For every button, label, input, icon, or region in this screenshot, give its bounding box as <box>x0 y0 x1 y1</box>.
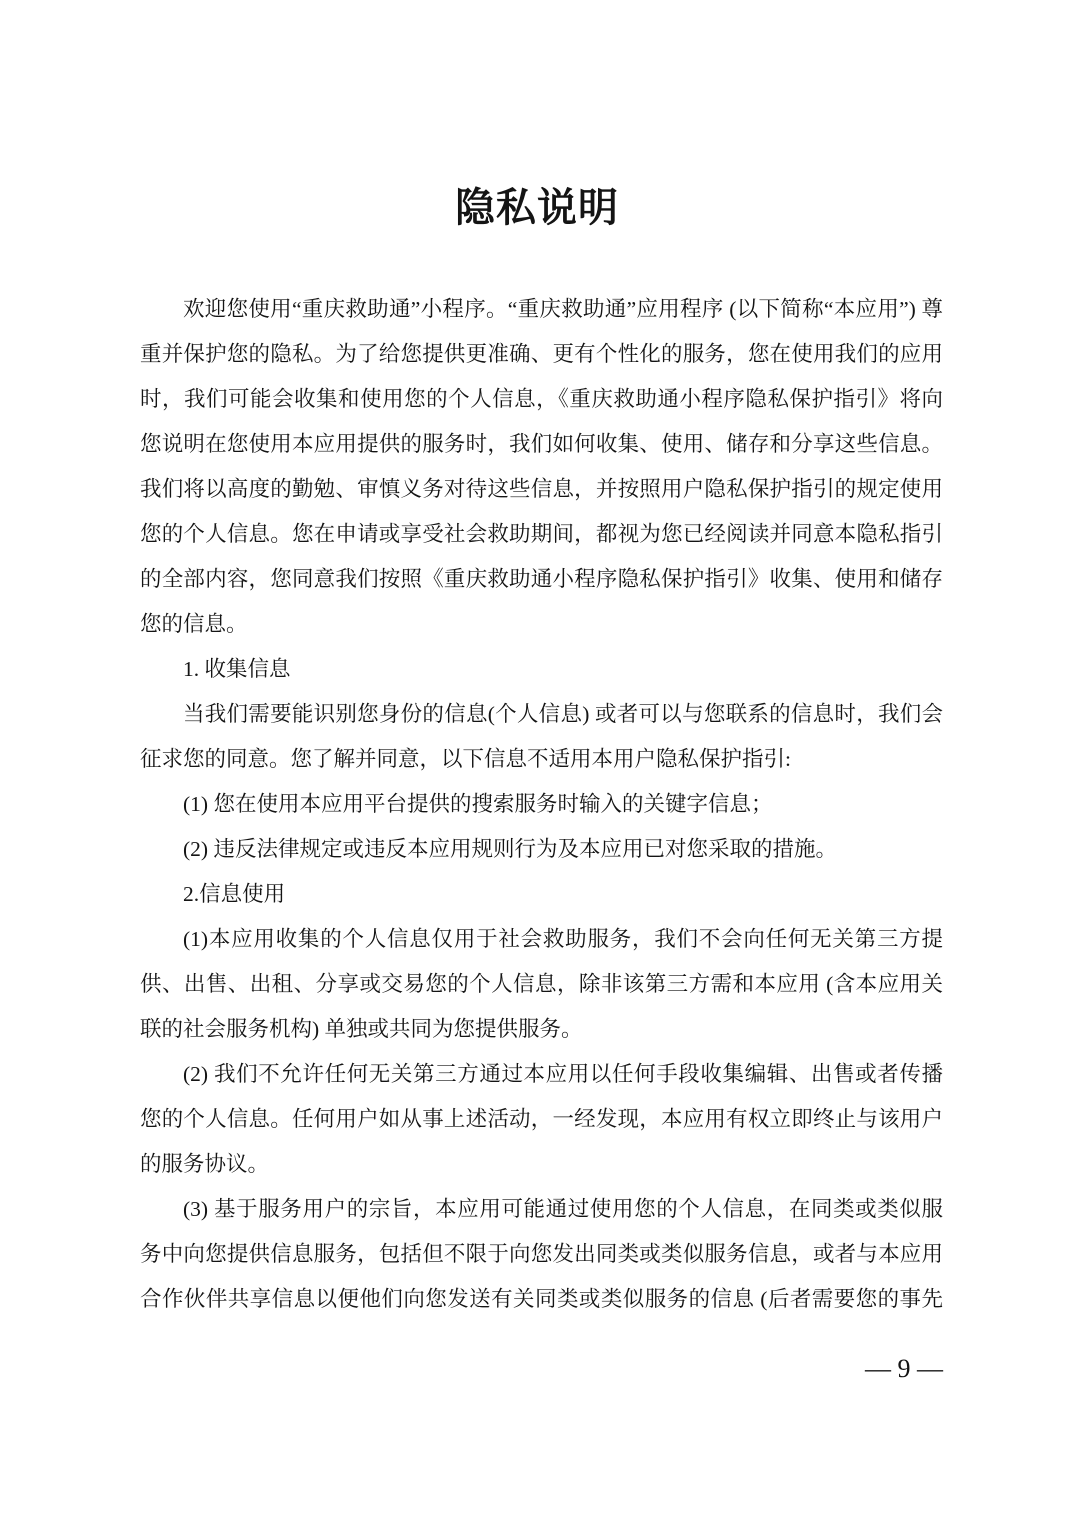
text-line: 您的个人信息。任何用户如从事上述活动，一经发现，本应用有权立即终止与该用户 <box>140 1107 943 1131</box>
text-line: 您的个人信息。您在申请或享受社会救助期间，都视为您已经阅读并同意本隐私指引 <box>140 522 943 546</box>
page-number: — 9 — <box>865 1354 943 1383</box>
text-line: 当我们需要能识别您身份的信息(个人信息) 或者可以与您联系的信息时，我们会 <box>183 702 943 726</box>
text-line: 务中向您提供信息服务，包括但不限于向您发出同类或类似服务信息，或者与本应用 <box>140 1242 943 1266</box>
text-line: 您说明在您使用本应用提供的服务时，我们如何收集、使用、储存和分享这些信息。 <box>140 432 943 456</box>
text-line: (2) 违反法律规定或违反本应用规则行为及本应用已对您采取的措施。 <box>183 837 837 861</box>
document-body <box>140 287 943 1322</box>
text-line: 您的信息。 <box>140 612 248 636</box>
text-line: 1. 收集信息 <box>183 657 291 681</box>
text-line: 的服务协议。 <box>140 1152 270 1176</box>
text-line: 2.信息使用 <box>183 882 286 906</box>
text-line: 我们将以高度的勤勉、审慎义务对待这些信息，并按照用户隐私保护指引的规定使用 <box>140 477 943 501</box>
text-line: (2) 我们不允许任何无关第三方通过本应用以任何手段收集编辑、出售或者传播 <box>183 1062 943 1086</box>
text-line: 时，我们可能会收集和使用您的个人信息，《重庆救助通小程序隐私保护指引》将向 <box>140 387 943 411</box>
text-line: 重并保护您的隐私。为了给您提供更准确、更有个性化的服务，您在使用我们的应用 <box>140 342 943 366</box>
text-line: 欢迎您使用“重庆救助通”小程序。“重庆救助通”应用程序 (以下简称“本应用”) 尊 <box>183 297 943 321</box>
page-title: 隐私说明 <box>455 185 619 230</box>
text-line: 征求您的同意。您了解并同意，以下信息不适用本用户隐私保护指引: <box>140 747 791 771</box>
text-line: (1) 您在使用本应用平台提供的搜索服务时输入的关键字信息； <box>183 792 773 816</box>
text-line: 联的社会服务机构) 单独或共同为您提供服务。 <box>140 1017 583 1041</box>
text-line: 合作伙伴共享信息以便他们向您发送有关同类或类似服务的信息 (后者需要您的事先 <box>140 1287 943 1311</box>
text-line: 供、出售、出租、分享或交易您的个人信息，除非该第三方需和本应用 (含本应用关 <box>140 972 943 996</box>
text-line: (1)本应用收集的个人信息仅用于社会救助服务，我们不会向任何无关第三方提 <box>183 927 943 951</box>
text-line: 的全部内容，您同意我们按照《重庆救助通小程序隐私保护指引》收集、使用和储存 <box>140 567 943 591</box>
text-line: (3) 基于服务用户的宗旨，本应用可能通过使用您的个人信息，在同类或类似服 <box>183 1197 943 1221</box>
